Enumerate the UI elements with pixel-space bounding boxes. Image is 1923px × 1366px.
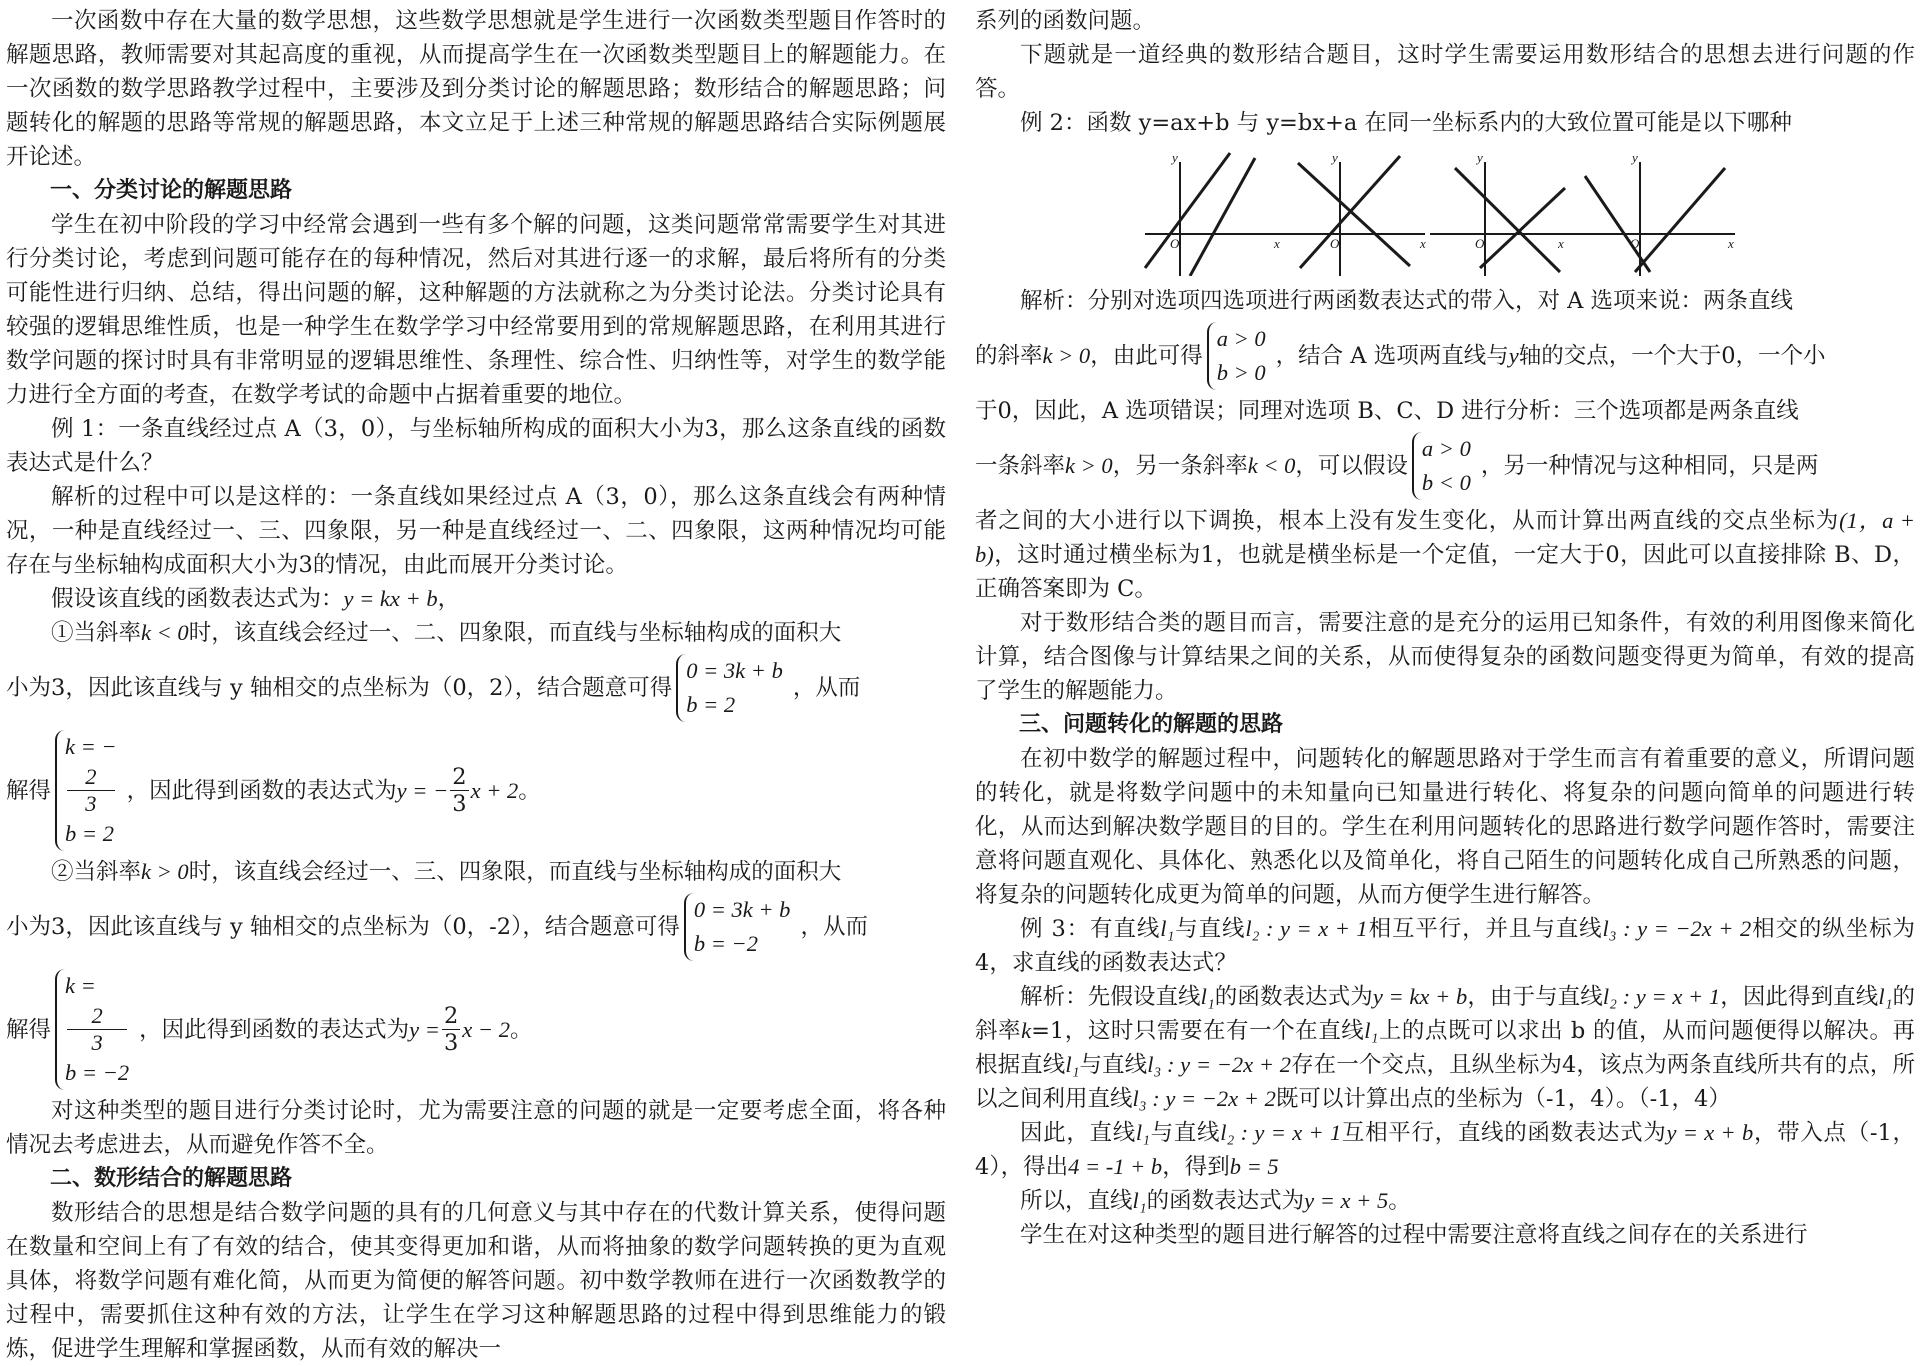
paragraph: 对这种类型的题目进行分类讨论时，尤为需要注意的问题的就是一定要考虑全面，将各种情况去考虑进去，从而避免作答不全。 (6, 1098, 946, 1158)
text: 与直线 (1174, 916, 1246, 942)
formula: l₂ : y = x + 1 (1220, 1120, 1342, 1145)
line-2 (1300, 156, 1400, 268)
analysis-line-3: 于0，因此，A 选项错误；同理对选项 B、C、D 进行分析：三个选项都是两条直线 (975, 398, 1799, 424)
y-label: y (1332, 150, 1338, 165)
text: 因此，直线 (1020, 1120, 1136, 1146)
conclusion-line (975, 1184, 1915, 1218)
text: 小为3，因此该直线与 y 轴相交的点坐标为（0，-2），结合题意可得 (6, 914, 680, 940)
text: 的函数表达式为 (1214, 984, 1373, 1010)
formula: y = − (396, 777, 449, 803)
graph-c (1430, 162, 1565, 276)
line-2 (1190, 158, 1255, 276)
formula: k < 0 (141, 620, 189, 645)
text: 的函数表达式为 (1146, 1188, 1305, 1214)
formula: k > 0 (1065, 453, 1113, 478)
text: 。 (518, 777, 541, 804)
text: ， (126, 777, 150, 804)
text: ①当斜率 (51, 620, 142, 646)
denominator: 3 (452, 791, 467, 817)
text: 时，该直线会经过一、三、四象限，而直线与坐标轴构成的面积大 (188, 859, 842, 885)
assumption-line (6, 582, 946, 616)
left-column (6, 4, 946, 1366)
text: 的斜率 (975, 343, 1043, 369)
origin-label: O (1630, 236, 1640, 251)
formula: l₃ : y = −2x + 2 (1147, 1052, 1292, 1077)
text: 存在一个交点，且纵坐标为4，该点为两条直线所共有的点，所以之间利用直线 (975, 1052, 1915, 1112)
paragraph: 数形结合的思想是结合数学问题的具有的几何意义与其中存在的代数计算关系，使得问题在数量和空间上有了有效的结合，使其变得更加和谐，从而将抽象的数学问题转换的更为直观具体，将数学问题有难化简，从而更为简便的解答问题。初中数学教师在进行一次函数教学的过程中，需要抓住这种有效的方法，让学生在学习这种解题思路的过程中得到思维能力的锻炼，促进学生理解和掌握函数，从而有效的解决一 (6, 1200, 946, 1362)
equation: b = 2 (65, 821, 114, 846)
equation-system (676, 654, 789, 722)
y-label: y (1632, 150, 1638, 165)
example-2: 例 2：函数 y=ax+b 与 y=bx+a 在同一坐标系内的大致位置可能是以下哪种 (1020, 110, 1792, 136)
equation (65, 969, 129, 1056)
formula: y = kx + b (343, 586, 438, 611)
text: 。 (509, 1016, 533, 1043)
inequality-system (1207, 322, 1272, 390)
text: ， (139, 1016, 162, 1043)
text: 既可以计算出点的坐标为（-1，4）。（-1，4） (1275, 1086, 1731, 1112)
equation: 0 = 3k + b (693, 897, 791, 922)
formula: l₁ (1878, 984, 1893, 1009)
section-heading-1: 一、分类讨论的解题思路 (50, 178, 293, 203)
paragraph: 解析的过程中可以是这样的：一条直线如果经过点 A（3，0），那么这条直线会有两种情况，一种是直线经过一、三、四象限，另一种是直线经过一、二、四象限，这两种情况均可能存在与坐标轴构成面积大小为3的情况，由此而展开分类讨论。 (6, 484, 946, 578)
text: ，另一条斜率 (1112, 453, 1248, 479)
text: 解得 (6, 777, 52, 804)
inequality: a > 0 (1216, 326, 1266, 351)
case-2-line (6, 855, 946, 889)
y-label: y (1477, 150, 1483, 165)
equation: b = −2 (693, 931, 758, 956)
text: 轴的交点，一个大于0，一个小 (1518, 343, 1826, 369)
formula: b = 5 (1229, 1154, 1279, 1179)
solution-system (55, 969, 135, 1090)
analysis-line-4 (975, 428, 1915, 504)
text: ，这时通过横坐标为1，也就是横坐标是一个定值，一定大于0，因此可以直接排除 B、D，正确答案即为 C。 (975, 542, 1915, 602)
formula: l₂ : y = x + 1 (1245, 916, 1368, 941)
fraction (450, 764, 468, 817)
text: 者之间的大小进行以下调换，根本上没有发生变化，从而计算出两直线的交点坐标为 (975, 508, 1840, 534)
text: ，带入点（-1，4），得出 (975, 1120, 1915, 1180)
text: 时，该直线会经过一、二、四象限，而直线与坐标轴构成的面积大 (188, 620, 842, 646)
formula: l₁ (1065, 1052, 1080, 1077)
x-label: x (1420, 236, 1426, 251)
line-1 (1145, 153, 1230, 268)
analysis-line-1: 解析：分别对选项四选项进行两函数表达式的带入，对 A 选项来说：两条直线 (1020, 288, 1794, 314)
formula: k > 0 (1042, 343, 1091, 368)
numerator: 2 (67, 764, 115, 791)
formula: y = x + 5 (1304, 1188, 1389, 1213)
line-2 (1480, 188, 1565, 268)
formula: l₂ : y = x + 1 (1602, 984, 1721, 1009)
inequality-system (1412, 432, 1477, 500)
text: 上的点既可以求出 b 的值，从而问题便得以解决。再根据直线 (975, 1018, 1915, 1078)
text: 的斜率 (975, 984, 1915, 1044)
text: 因此得到函数的表达式为 (149, 777, 397, 804)
text: ，由于与直线 (1467, 984, 1603, 1010)
text: ，由此可得 (1090, 343, 1203, 369)
x-label: x (1274, 236, 1280, 251)
formula: l₁ (1132, 1188, 1147, 1213)
formula: 4 = -1 + b (1068, 1154, 1163, 1179)
text: ，从而 (800, 914, 868, 940)
graph-b (1280, 156, 1425, 276)
right-column (975, 4, 1915, 1252)
section-heading-3: 三、问题转化的解题的思路 (1019, 712, 1284, 737)
text: 解析：先假设直线 (1020, 984, 1201, 1010)
formula: x + 2 (470, 777, 519, 803)
formula: l₁ (1160, 916, 1175, 941)
numerator: 2 (452, 764, 467, 790)
text: ，可以假设 (1295, 453, 1408, 479)
formula: l₁ (1364, 1018, 1379, 1043)
formula: y = kx + b (1372, 984, 1468, 1009)
paragraph: 学生在初中阶段的学习中经常会遇到一些有多个解的问题，这类问题常常需要学生对其进行分类讨论，考虑到问题可能存在的每种情况，然后对其进行逐一的求解，最后将所有的分类可能性进行归纳、总结，得出问题的解，这种解题的方法就称之为分类讨论法。分类讨论具有较强的逻辑思维性质，也是一种学生在数学学习中经常要用到的常规解题思路，在利用其进行数学问题的探讨时具有非常明显的逻辑思维性、条理性、综合性、归纳性等，对学生的数学能力进行全方面的考查，在数学考试的命题中占据着重要的地位。 (6, 212, 946, 408)
graph-a (1145, 153, 1280, 276)
text: ，从而 (792, 675, 861, 701)
inequality: b < 0 (1421, 470, 1471, 495)
paragraph: 学生在对这种类型的题目进行解答的过程中需要注意将直线之间存在的关系进行 (1020, 1222, 1808, 1248)
formula: x − 2 (462, 1016, 510, 1042)
text: 所以，直线 (1020, 1188, 1133, 1214)
numerator: 2 (443, 1003, 459, 1029)
text: ②当斜率 (51, 859, 142, 885)
text: 例 3：有直线 (1020, 916, 1161, 942)
formula: (1，a + b) (975, 508, 1915, 567)
case-1-solution-line (6, 726, 946, 855)
paragraph: 对于数形结合类的题目而言，需要注意的是充分的运用已知条件，有效的利用图像来简化计算，结合图像与计算结果之间的关系，从而使得复杂的函数问题变得更为简单，有效的提高了学生的解题能力。 (975, 610, 1915, 704)
case-1-system-line (6, 650, 946, 726)
four-graph-options-figure (1140, 148, 1740, 276)
text: 互相平行，直线的函数表达式为 (1341, 1120, 1667, 1146)
inequality: b > 0 (1216, 360, 1266, 385)
formula: k = (65, 973, 96, 998)
text: 相交的纵坐标为4，求直线的函数表达式？ (975, 916, 1915, 976)
fraction (67, 764, 115, 817)
formula: l₁ (1135, 1120, 1150, 1145)
text: 与直线 (1079, 1052, 1148, 1078)
analysis-line-5 (975, 504, 1915, 606)
graph-d (1565, 162, 1735, 276)
origin-label: O (1330, 236, 1340, 251)
equation: b = 2 (686, 692, 736, 717)
solution-paragraph (975, 980, 1915, 1116)
y-label: y (1172, 150, 1178, 165)
formula: l₁ (1200, 984, 1215, 1009)
text: ，另一种情况与这种相同，只是两 (1480, 453, 1819, 479)
x-label: x (1728, 236, 1734, 251)
formula: y = x + b (1666, 1120, 1754, 1145)
text: 相互平行，并且与直线 (1367, 916, 1603, 942)
case-2-solution-line (6, 965, 946, 1094)
text: 因此得到函数的表达式为 (161, 1016, 410, 1043)
paragraph: 在初中数学的解题过程中，问题转化的解题思路对于学生而言有着重要的意义，所谓问题的转化，就是将数学问题中的未知量向已知量进行转化、将复杂的问题向简单的问题进行转化，从而达到解决数学题目的目的。学生在利用问题转化的思路进行数学问题作答时，需要注意将问题直观化、具体化、熟悉化以及简单化，将自己陌生的问题转化成自己所熟悉的问题，将复杂的问题转化成更为简单的问题，从而方便学生进行解答。 (975, 746, 1915, 908)
case-1-line (6, 616, 946, 650)
fraction (67, 1003, 127, 1056)
text: =1，这时只需要在有一个在直线 (1031, 1018, 1365, 1044)
origin-label: O (1170, 236, 1180, 251)
formula: k (1021, 1018, 1032, 1043)
example-1: 例 1：一条直线经过点 A（3，0），与坐标轴所构成的面积大小为3，那么这条直线的函数表达式是什么？ (6, 416, 946, 476)
intro-paragraph: 一次函数中存在大量的数学思想，这些数学思想就是学生进行一次函数类型题目作答时的解题思路，教师需要对其起高度的重视，从而提高学生在一次函数类型题目上的解题能力。在一次函数的数学思路教学过程中，主要涉及到分类讨论的解题思路；数形结合的解题思路；问题转化的解题的思路等常规的解题思路，本文立足于上述三种常规的解题思路结合实际例题展开论述。 (6, 8, 946, 170)
formula: y (1508, 343, 1519, 368)
text: ，因此得到直线 (1720, 984, 1879, 1010)
text: 一条斜率 (975, 453, 1066, 479)
formula: y = (409, 1016, 440, 1042)
denominator: 3 (91, 1030, 103, 1055)
equation (65, 730, 117, 817)
paragraph: 下题就是一道经典的数形结合题目，这时学生需要运用数形结合的思想去进行问题的作答。 (975, 42, 1915, 102)
equation: b = −2 (65, 1060, 130, 1085)
text: 与直线 (1150, 1120, 1221, 1146)
equation-system (684, 893, 797, 961)
solution-system (55, 730, 123, 851)
text: ，得到 (1162, 1154, 1230, 1180)
section-heading-2: 二、数形结合的解题思路 (50, 1166, 293, 1191)
paragraph-continuation: 系列的函数问题。 (975, 8, 1156, 34)
text: ， (437, 586, 461, 612)
text: 假设该直线的函数表达式为： (51, 586, 344, 612)
text: 解得 (6, 1016, 52, 1043)
analysis-line-2 (975, 318, 1915, 394)
formula: k > 0 (141, 859, 189, 884)
numerator: 2 (67, 1003, 127, 1030)
equation: 0 = 3k + b (686, 658, 783, 683)
formula: l₃ : y = −2x + 2 (1132, 1086, 1276, 1111)
fraction (442, 1003, 460, 1056)
example-3 (975, 912, 1915, 980)
formula: k = − (65, 734, 117, 759)
inequality: a > 0 (1421, 436, 1471, 461)
text: ，结合 A 选项两直线与 (1275, 343, 1509, 369)
formula: k < 0 (1247, 453, 1296, 478)
origin-label: O (1475, 236, 1485, 251)
text: 小为3，因此该直线与 y 轴相交的点坐标为（0，2），结合题意可得 (6, 675, 673, 701)
denominator: 3 (443, 1030, 459, 1056)
line-2 (1635, 168, 1725, 272)
x-label: x (1558, 236, 1564, 251)
text: 。 (1388, 1188, 1411, 1214)
line-1 (1455, 168, 1560, 272)
denominator: 3 (85, 791, 97, 816)
case-2-system-line (6, 889, 946, 965)
formula: l₃ : y = −2x + 2 (1602, 916, 1752, 941)
therefore-paragraph (975, 1116, 1915, 1184)
